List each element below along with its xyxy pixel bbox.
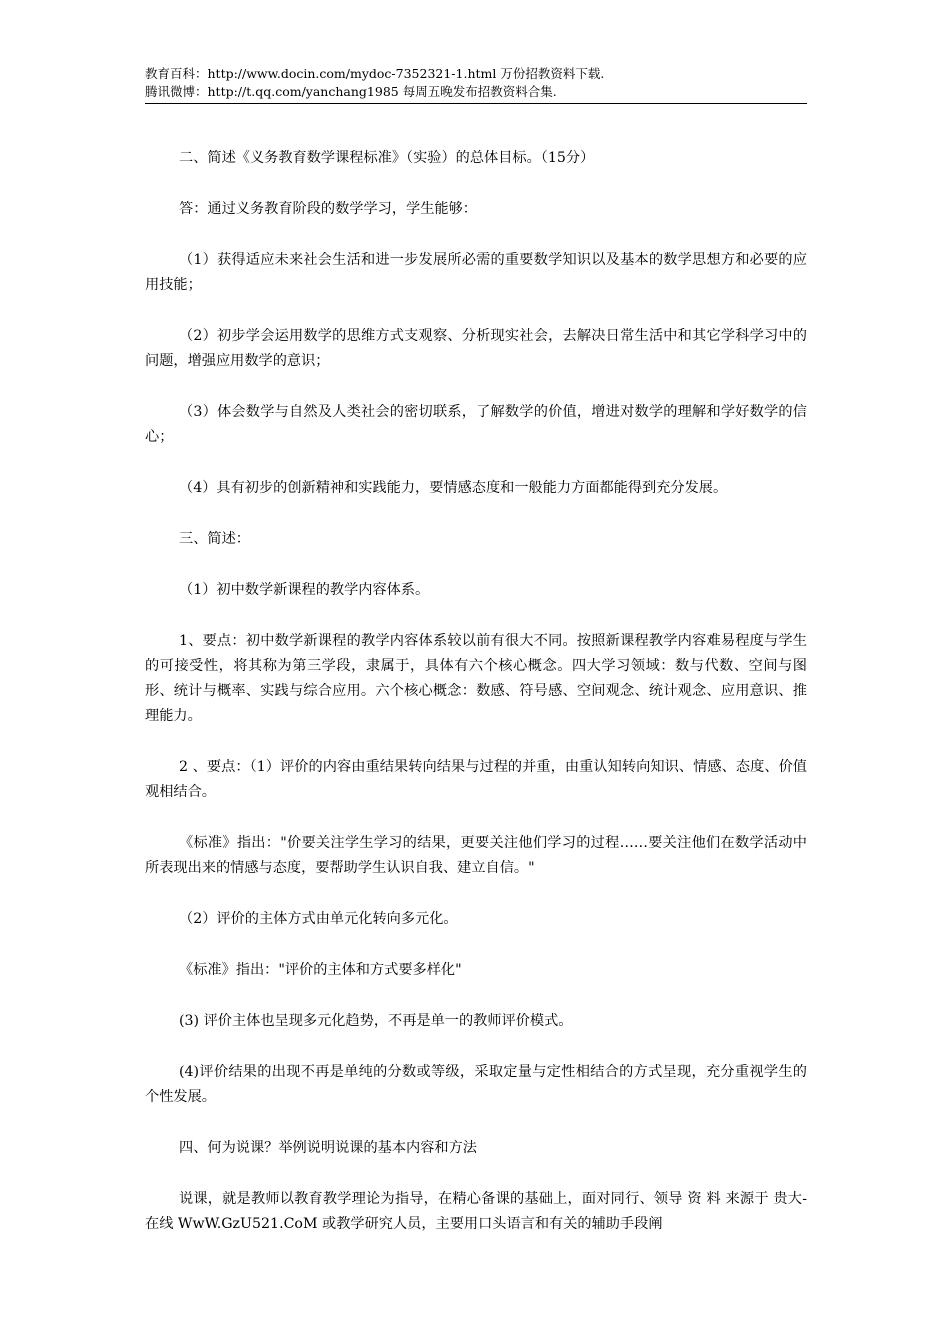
document-body [145, 146, 807, 1237]
goal-item-3: （3）体会数学与自然及人类社会的密切联系，了解数学的价值，增进对数学的理解和学好数学的信心； [145, 404, 807, 445]
key-point-1: 1、要点：初中数学新课程的教学内容体系较以前有很大不同。按照新课程教学内容难易程度与学生的可接受性，将其称为第三学段，隶属于，具体有六个核心概念。四大学习领域：数与代数、空间与图形、统计与概率、实践与综合应用。六个核心概念：数感、符号感、空间观念、统计观念、应用意识、推理能力。 [145, 633, 807, 724]
key-point-2: 2 、要点：（1）评价的内容由重结果转向结果与过程的并重，由重认知转向知识、情感、态度、价值观相结合。 [145, 759, 807, 800]
header-line-weibo: 腾讯微博：http://t.qq.com/yanchang1985 每周五晚发布招教资料合集. [145, 84, 557, 99]
subheading-content-system: （1）初中数学新课程的教学内容体系。 [179, 582, 430, 598]
answer-intro: 答：通过义务教育阶段的数学学习，学生能够： [179, 201, 477, 217]
evaluation-point-3: (3) 评价主体也呈现多元化趋势，不再是单一的教师评价模式。 [179, 1013, 573, 1029]
section-heading-two: 二、简述《义务教育数学课程标准》（实验）的总体目标。（15分） [179, 150, 595, 166]
goal-item-2: （2）初步学会运用数学的思维方式支观察、分析现实社会，去解决日常生活中和其它学科学习中的问题，增强应用数学的意识； [145, 328, 807, 369]
goal-item-1: （1）获得适应未来社会生活和进一步发展所必需的重要数学知识以及基本的数学思想方和必要的应用技能； [145, 252, 807, 293]
evaluation-point-4: (4)评价结果的出现不再是单纯的分数或等级，采取定量与定性相结合的方式呈现，充分重视学生的个性发展。 [145, 1064, 807, 1105]
evaluation-point-2: （2）评价的主体方式由单元化转向多元化。 [179, 911, 458, 927]
section-heading-three: 三、简述： [179, 531, 250, 547]
header-line-docin: 教育百科：http://www.docin.com/mydoc-7352321-1.html 万份招教资料下载. [145, 66, 605, 81]
section-heading-four: 四、何为说课？举例说明说课的基本内容和方法 [179, 1140, 477, 1156]
lesson-talk-definition: 说课，就是教师以教育教学理论为指导，在精心备课的基础上，面对同行、领导 资 料 来源于 贵大-在线 WwW.GzU521.CoM 或教学研究人员，主要用口头语言和有关的辅助手段阐 [145, 1191, 807, 1232]
standard-quote-1: 《标准》指出："价要关注学生学习的结果，更要关注他们学习的过程……要关注他们在数学活动中所表现出来的情感与态度，要帮助学生认识自我、建立自信。" [145, 835, 807, 876]
goal-item-4: （4）具有初步的创新精神和实践能力，要情感态度和一般能力方面都能得到充分发展。 [179, 480, 728, 496]
page-header [145, 65, 807, 104]
standard-quote-2: 《标准》指出："评价的主体和方式要多样化" [179, 962, 462, 978]
